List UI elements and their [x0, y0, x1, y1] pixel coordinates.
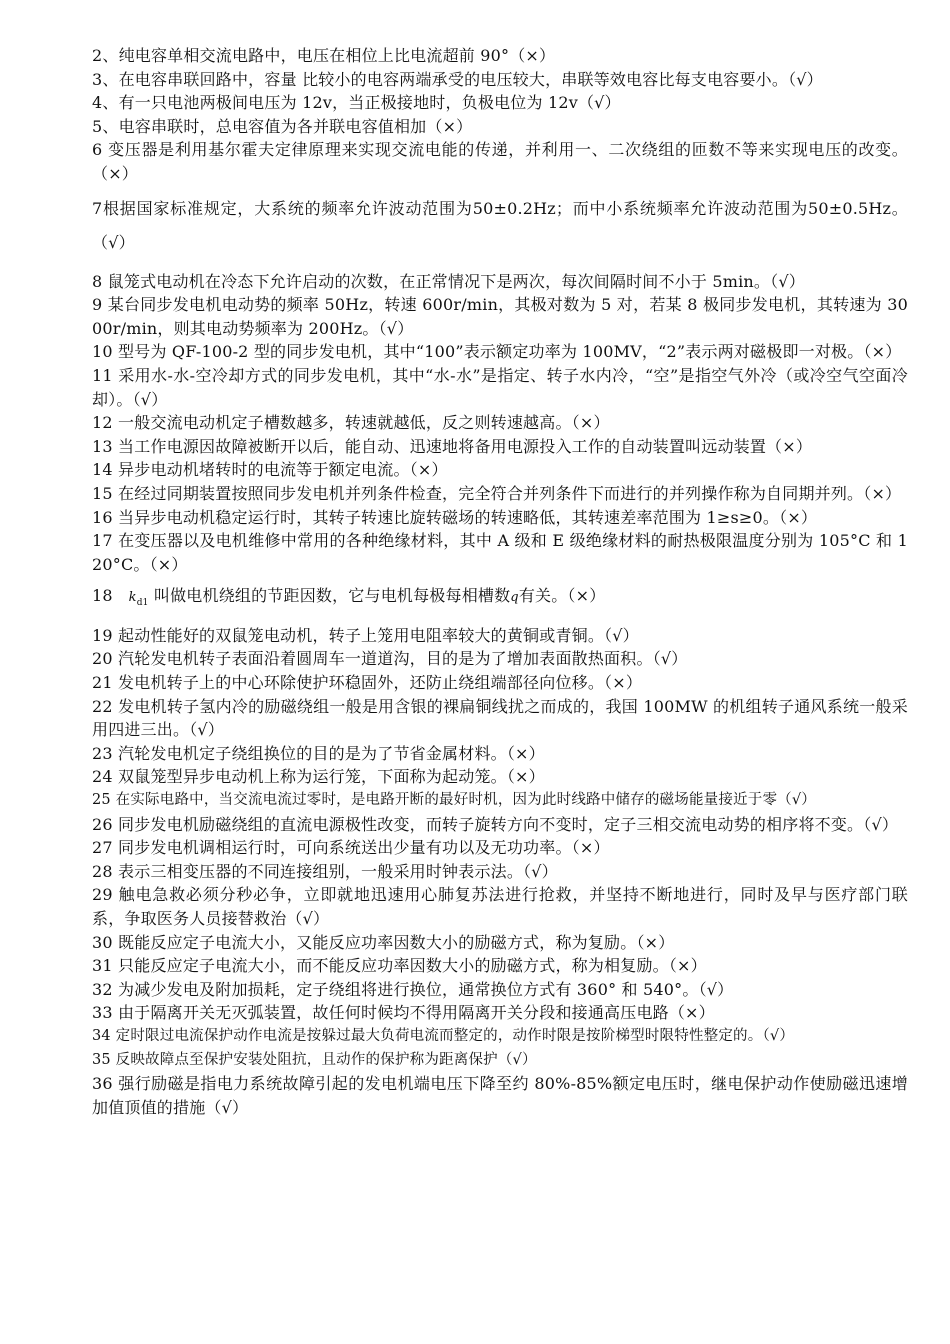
- list-item: 6 变压器是利用基尔霍夫定律原理来实现交流电能的传递，并利用一、二次绕组的匝数不等来实现电压的改变。（×）: [92, 140, 908, 183]
- list-item: 27 同步发电机调相运行时，可向系统送出少量有功以及无功功率。（×）: [92, 838, 610, 858]
- list-item: 36 强行励磁是指电力系统故障引起的发电机端电压下降至约 80%-85%额定电压时，继电保护动作使励磁迅速增加值顶值的措施（√）: [92, 1074, 908, 1117]
- list-item: 20 汽轮发电机转子表面沿着圆周车一道道沟，目的是为了增加表面散热面积。（√）: [92, 649, 688, 669]
- list-item: 24 双鼠笼型异步电动机上称为运行笼，下面称为起动笼。（×）: [92, 767, 545, 787]
- list-item: 14 异步电动机堵转时的电流等于额定电流。（×）: [92, 460, 448, 480]
- item-number: 18: [92, 586, 113, 606]
- list-item-18: [92, 584, 908, 616]
- list-item: 16 当异步电动机稳定运行时，其转子转速比旋转磁场的转速略低，其转速差率范围为 1≥s≥0。（×）: [92, 507, 818, 527]
- list-item: 30 既能反应定子电流大小，又能反应功率因数大小的励磁方式，称为复励。（×）: [92, 932, 675, 952]
- slots-symbol: q: [510, 590, 519, 606]
- list-item: 2、纯电容单相交流电路中，电压在相位上比电流超前 90°（×）: [92, 46, 556, 65]
- list-item: 4、有一只电池两极间电压为 12v，当正极接地时，负极电位为 12v（√）: [92, 93, 621, 113]
- list-item: 9 某台同步发电机电动势的频率 50Hz，转速 600r/min，其极对数为 5 对，若某 8 极同步发电机，其转速为 3000r/min，则其电动势频率为 200Hz。（√）: [92, 295, 908, 338]
- list-item: 3、在电容串联回路中，容量 比较小的电容两端承受的电压较大，串联等效电容比每支电容要小。（√）: [92, 69, 823, 89]
- list-item: 32 为减少发电及附加损耗，定子绕组将进行换位，通常换位方式有 360° 和 540°。（√）: [92, 979, 734, 999]
- list-item: 34 定时限过电流保护动作电流是按躲过最大负荷电流而整定的，动作时限是按阶梯型时限特性整定的。（√）: [92, 1027, 795, 1044]
- list-item: 23 汽轮发电机定子绕组换位的目的是为了节省金属材料。（×）: [92, 743, 545, 763]
- list-item: 10 型号为 QF-100-2 型的同步发电机，其中“100”表示额定功率为 100MV，“2”表示两对磁极即一对极。（×）: [92, 342, 902, 362]
- list-item: 28 表示三相变压器的不同连接组别，一般采用时钟表示法。（√）: [92, 861, 558, 881]
- item-text-end: 有关。（×）: [518, 586, 606, 606]
- list-item: 31 只能反应定子电流大小，而不能反应功率因数大小的励磁方式，称为相复励。（×）: [92, 956, 707, 976]
- list-item: 5、电容串联时，总电容值为各并联电容值相加（×）: [92, 116, 473, 136]
- document-body: [92, 44, 908, 1119]
- list-item: 29 触电急救必须分秒必争，立即就地迅速用心肺复苏法进行抢救，并坚持不断地进行，同时及早与医疗部门联系，争取医务人员接替救治（√）: [92, 885, 908, 928]
- list-item: 8 鼠笼式电动机在冷态下允许启动的次数，在正常情况下是两次，每次间隔时间不小于 5min。（√）: [92, 271, 805, 291]
- list-item: 15 在经过同期装置按照同步发电机并列条件检查，完全符合并列条件下而进行的并列操作称为自同期并列。（×）: [92, 483, 902, 503]
- list-item: 33 由于隔离开关无灭弧装置，故任何时候均不得用隔离开关分段和接通高压电路（×）: [92, 1003, 715, 1023]
- list-item: 7根据国家标准规定，大系统的频率允许波动范围为50±0.2Hz；而中小系统频率允许波动范围为50±0.5Hz。（√）: [92, 198, 908, 252]
- pitch-factor-symbol: k: [128, 590, 137, 606]
- list-item: 25 在实际电路中，当交流电流过零时，是电路开断的最好时机，因为此时线路中储存的磁场能量接近于零（√）: [92, 792, 816, 809]
- list-item: 35 反映故障点至保护安装处阻抗，且动作的保护称为距离保护（√）: [92, 1051, 537, 1068]
- item-text: 叫做电机绕组的节距因数，它与电机每极每相槽数: [153, 586, 511, 606]
- list-item: 13 当工作电源因故障被断开以后，能自动、迅速地将备用电源投入工作的自动装置叫远动装置（×）: [92, 436, 813, 456]
- list-item: 12 一般交流电动机定子槽数越多，转速就越低，反之则转速越高。（×）: [92, 413, 610, 433]
- list-item: 21 发电机转子上的中心环除使护环稳固外，还防止绕组端部径向位移。（×）: [92, 673, 643, 693]
- list-item: 22 发电机转子氢内冷的励磁绕组一般是用含银的裸扁铜线扰之而成的，我国 100MW 的机组转子通风系统一般采用四进三出。（√）: [92, 696, 908, 740]
- list-item: 17 在变压器以及电机维修中常用的各种绝缘材料，其中 A 级和 E 级绝缘材料的耐热极限温度分别为 105°C 和 120°C。（×）: [92, 531, 908, 574]
- list-item: 11 采用水-水-空冷却方式的同步发电机，其中“水-水”是指定、转子水内冷，“空”是指空气外冷（或冷空气空面冷却）。（√）: [92, 365, 908, 409]
- list-item: 26 同步发电机励磁绕组的直流电源极性改变，而转子旋转方向不变时，定子三相交流电动势的相序将不变。（√）: [92, 814, 899, 834]
- pitch-factor-subscript: d1: [136, 598, 149, 609]
- list-item: 19 起动性能好的双鼠笼电动机，转子上笼用电阻率较大的黄铜或青铜。（√）: [92, 625, 639, 645]
